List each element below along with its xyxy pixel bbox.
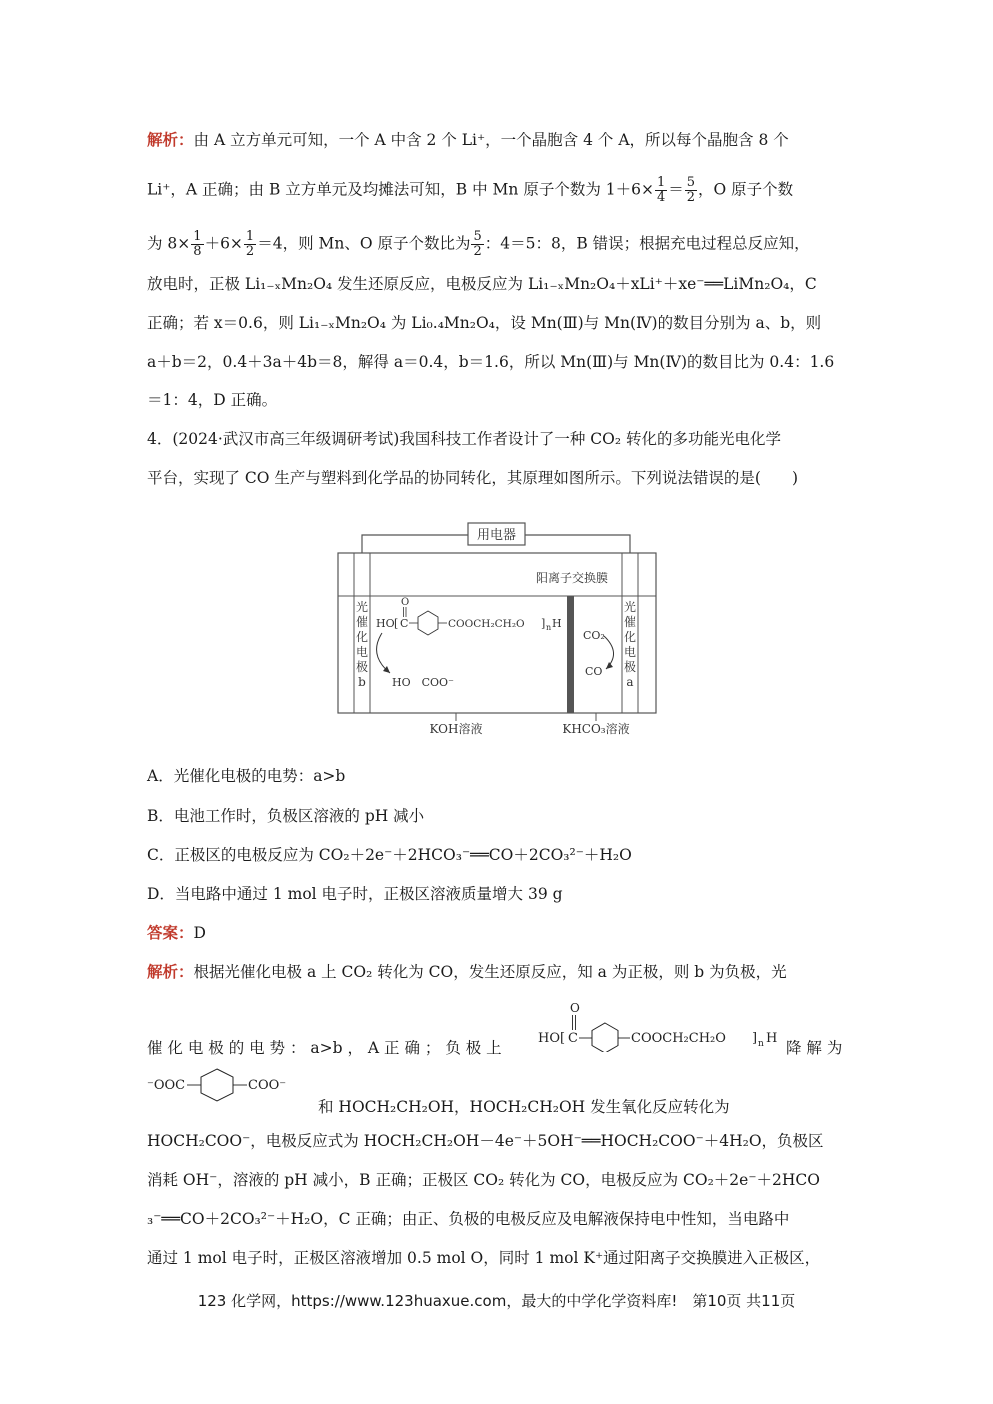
svg-text:]: ] — [752, 1031, 758, 1046]
svg-text:[: [ — [560, 1031, 566, 1046]
inline-polymer-structure — [536, 998, 792, 1052]
analysis2-line-6: ₃⁻══CO＋2CO₃²⁻＋H₂O，C 正确；由正、负极的电极反应及电解液保持电中性知，当电路中 — [147, 1210, 790, 1228]
co2-label: CO₂ — [583, 629, 605, 642]
analysis-line-1: 解析：由 A 立方单元可知，一个 A 中含 2 个 Li⁺，一个晶胞含 4 个 A，所以每个晶胞含 8 个 — [147, 130, 789, 149]
analysis-line-5: 正确；若 x＝0.6，则 Li₁₋ₓMn₂O₄ 为 Li₀.₄Mn₂O₄，设 Mn(Ⅲ)与 Mn(Ⅳ)的数目分别为 a、b，则 — [147, 314, 822, 332]
question-line-1: 4．(2024·武汉市高三年级调研考试)我国科技工作者设计了一种 CO₂ 转化的多功能光电化学 — [147, 430, 781, 448]
fraction: $\frac{5}{2}$ — [473, 229, 482, 259]
membrane-label: 阳离子交换膜 — [535, 571, 609, 585]
analysis-line-4: 放电时，正极 Li₁₋ₓMn₂O₄ 发生还原反应，电极反应为 Li₁₋ₓMn₂O₄＋xLi⁺＋xe⁻══LiMn₂O₄，C — [147, 275, 817, 293]
svg-text:[: [ — [394, 617, 399, 630]
question-line-2: 平台，实现了 CO 生产与塑料到化学品的协同转化，其原理如图所示。下列说法错误的是( ) — [147, 469, 799, 487]
analysis-label: 解析： — [147, 130, 194, 149]
analysis-line-2: Li⁺，A 正确；由 B 立方单元及均摊法可知，B 中 Mn 原子个数为 1＋6× $\frac{1}{4}$ ＝ $\frac{5}{2}$ ，O 原子个数 — [147, 175, 794, 205]
co-label: CO — [585, 665, 603, 678]
analysis2-line-1: 解析：根据光催化电极 a 上 CO₂ 转化为 CO，发生还原反应，知 a 为正极，则 b 为负极，光 — [147, 962, 787, 981]
answer-value: D — [193, 924, 206, 942]
option-a: A．光催化电极的电势：a>b — [147, 767, 346, 785]
khco3-solution-label: KHCO₃溶液 — [562, 722, 630, 736]
polymer-mid: COOCH₂CH₂O — [448, 618, 525, 630]
analysis2-line-7: 通过 1 mol 电子时，正极区溶液增加 0.5 mol O，同时 1 mol K⁺通过阳离子交换膜进入正极区， — [147, 1249, 821, 1267]
polymer-ho: HO — [376, 617, 395, 630]
svg-text:COO⁻: COO⁻ — [248, 1078, 287, 1093]
koh-solution-label: KOH溶液 — [429, 722, 483, 736]
svg-text:COOCH₂CH₂O: COOCH₂CH₂O — [631, 1031, 726, 1046]
terephthalate-structure — [145, 1063, 325, 1107]
electrochemistry-diagram — [330, 515, 665, 740]
answer-line — [147, 923, 206, 943]
option-b: B．电池工作时，负极区溶液的 pH 减小 — [147, 807, 425, 825]
svg-text:⁻OOC: ⁻OOC — [147, 1078, 186, 1093]
fraction: $\frac{5}{2}$ — [686, 175, 696, 205]
fraction: $\frac{1}{4}$ — [656, 175, 666, 205]
analysis2-label: 解析： — [147, 962, 194, 981]
fraction: $\frac{1}{2}$ — [245, 229, 255, 259]
svg-text:HO: HO — [538, 1031, 560, 1046]
analysis2-line-2b: 降 解 为 — [786, 1039, 843, 1057]
analysis2-line-4: HOCH₂COO⁻，电极反应式为 HOCH₂CH₂OH－4e⁻＋5OH⁻══HOCH₂COO⁻＋4H₂O，负极区 — [147, 1132, 824, 1150]
cation-exchange-membrane — [567, 596, 574, 713]
svg-text:H: H — [766, 1031, 778, 1046]
svg-text:n: n — [546, 623, 552, 632]
fraction: $\frac{1}{8}$ — [193, 229, 202, 259]
answer-label: 答案： — [147, 923, 194, 942]
svg-text:C: C — [568, 1031, 578, 1046]
analysis2-line-3: 和 HOCH₂CH₂OH，HOCH₂CH₂OH 发生氧化反应转化为 — [318, 1098, 730, 1116]
electrode-b-label: 光催化电极 b — [355, 600, 369, 689]
analysis-line-3: 为 8× $\frac{1}{8}$ ＋6× $\frac{1}{2}$ ＝4，则 Mn、O 原子个数比为 $\frac{5}{2}$ ：4＝5：8，B 错误；根据充电过程总反应知， — [147, 229, 810, 259]
device-label: 用电器 — [476, 528, 517, 543]
analysis2-line-2a: 催 化 电 极 的 电 势 ： a>b ， A 正 确 ； 负 极 上 — [147, 1039, 502, 1057]
svg-text:n: n — [758, 1039, 764, 1049]
svg-text:]: ] — [541, 617, 546, 630]
analysis-line-7: ＝1：4，D 正确。 — [147, 391, 278, 409]
analysis2-line-5: 消耗 OH⁻，溶液的 pH 减小，B 正确；正极区 CO₂ 转化为 CO，电极反应为 CO₂＋2e⁻＋2HCO — [147, 1171, 820, 1189]
benzene-ring — [201, 1069, 233, 1101]
svg-text:H: H — [552, 617, 562, 630]
option-c: C．正极区的电极反应为 CO₂＋2e⁻＋2HCO₃⁻══CO＋2CO₃²⁻＋H₂O — [147, 846, 632, 864]
product-label: HO COO⁻ — [392, 676, 454, 689]
analysis-line-6: a＋b＝2，0.4＋3a＋4b＝8，解得 a＝0.4，b＝1.6，所以 Mn(Ⅲ)与 Mn(Ⅳ)的数目比为 0.4：1.6 — [147, 353, 835, 371]
svg-text:C: C — [400, 617, 409, 630]
benzene-ring — [592, 1023, 618, 1052]
svg-text:O: O — [570, 1001, 580, 1015]
carbonyl-o: O — [401, 597, 410, 608]
page-footer: 123 化学网，https://www.123huaxue.com，最大的中学化学资料库! 第10页 共11页 — [197, 1292, 796, 1310]
electrode-a-label: 光催化电极 a — [623, 600, 637, 689]
option-d: D．当电路中通过 1 mol 电子时，正极区溶液质量增大 39 g — [147, 885, 563, 903]
